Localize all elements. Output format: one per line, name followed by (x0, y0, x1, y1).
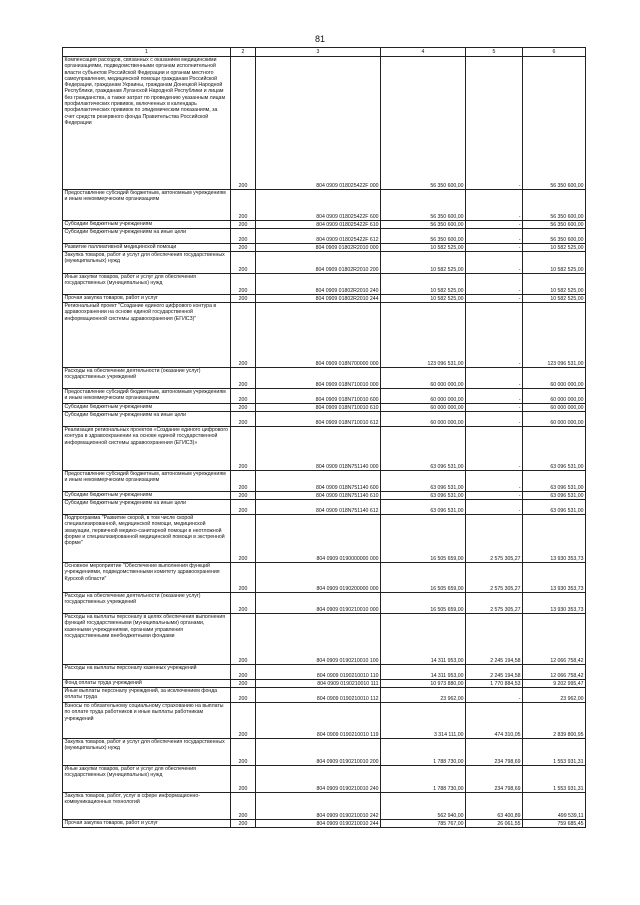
cell-total-amount: 12 066 758,42 (523, 665, 586, 680)
cell-total-amount: 56 350 600,00 (523, 229, 586, 244)
cell-type-code: 200 (231, 563, 256, 593)
cell-total-amount: 60 000 000,00 (523, 404, 586, 412)
cell-approved-amount: 16 505 659,00 (381, 563, 466, 593)
table-row (63, 471, 586, 492)
cell-budget-code: 804 0909 0190000000 000 (256, 515, 381, 563)
cell-budget-code: 804 0909 01802R2010 000 (256, 244, 381, 252)
table-row (63, 368, 586, 389)
budget-table (62, 47, 586, 828)
cell-type-code: 200 (231, 688, 256, 703)
table-row (63, 703, 586, 739)
cell-change-amount: 26 061,55 (466, 820, 523, 828)
cell-expense-name: Расходы на выплаты персоналу в целях обеспечения выполнения функций государственными (муниципальными) органами, казенными учреждениями, органами управления государственными внебюджетными фондами (63, 614, 231, 665)
cell-type-code: 200 (231, 427, 256, 471)
cell-total-amount: 63 096 531,00 (523, 492, 586, 500)
cell-budget-code: 804 0909 018N751140 600 (256, 471, 381, 492)
cell-type-code: 200 (231, 244, 256, 252)
cell-total-amount: 56 350 600,00 (523, 57, 586, 190)
cell-change-amount: - (466, 368, 523, 389)
table-row (63, 593, 586, 614)
table-row (63, 295, 586, 303)
cell-approved-amount: 1 788 730,00 (381, 766, 466, 793)
cell-change-amount: - (466, 389, 523, 404)
cell-expense-name: Закупка товаров, работ, услуг в сфере информационно-коммуникационных технологий (63, 793, 231, 820)
table-row (63, 500, 586, 515)
cell-budget-code: 804 0909 0190210010 110 (256, 665, 381, 680)
cell-expense-name: Субсидии бюджетным учреждениям на иные цели (63, 500, 231, 515)
cell-type-code: 200 (231, 614, 256, 665)
cell-expense-name: Региональный проект "Создание единого цифрового контура в здравоохранении на основе единой государственной информационной системы здравоохранения (ЕГИСЗ)" (63, 303, 231, 368)
cell-budget-code: 804 0909 01802R2010 200 (256, 252, 381, 274)
cell-expense-name: Закупка товаров, работ и услуг для обеспечения государственных (муниципальных) нужд (63, 739, 231, 766)
cell-type-code: 200 (231, 404, 256, 412)
cell-budget-code: 804 0909 01802R2010 240 (256, 274, 381, 295)
cell-total-amount: 759 685,45 (523, 820, 586, 828)
table-row (63, 492, 586, 500)
cell-change-amount: - (466, 190, 523, 221)
cell-total-amount: 10 582 525,00 (523, 244, 586, 252)
cell-expense-name: Предоставление субсидий бюджетным, автономным учреждениям и иным некоммерческим организациям (63, 471, 231, 492)
cell-budget-code: 804 0909 0190210010 111 (256, 680, 381, 688)
table-row (63, 404, 586, 412)
cell-type-code: 200 (231, 820, 256, 828)
table-row (63, 427, 586, 471)
table-row (63, 303, 586, 368)
cell-budget-code: 804 0909 0190210010 000 (256, 593, 381, 614)
table-row (63, 412, 586, 427)
cell-change-amount: 2 575 305,27 (466, 563, 523, 593)
cell-total-amount: 23 962,00 (523, 688, 586, 703)
cell-change-amount: 2 245 194,58 (466, 614, 523, 665)
cell-total-amount: 1 553 931,31 (523, 739, 586, 766)
cell-total-amount: 60 000 000,00 (523, 412, 586, 427)
cell-type-code: 200 (231, 793, 256, 820)
cell-approved-amount: 1 788 730,00 (381, 739, 466, 766)
table-row (63, 688, 586, 703)
cell-budget-code: 804 0909 0190210010 244 (256, 820, 381, 828)
cell-change-amount: 234 798,69 (466, 739, 523, 766)
cell-approved-amount: 63 096 531,00 (381, 492, 466, 500)
cell-budget-code: 804 0909 0190200000 000 (256, 563, 381, 593)
cell-budget-code: 804 0909 0190210010 240 (256, 766, 381, 793)
cell-total-amount: 10 582 525,00 (523, 295, 586, 303)
cell-change-amount: 234 798,69 (466, 766, 523, 793)
column-header: 4 (381, 48, 466, 57)
cell-total-amount: 10 582 525,00 (523, 252, 586, 274)
cell-expense-name: Основное мероприятие "Обеспечение выполнения функций учреждениями, подведомственными комитету здравоохранения Курской области" (63, 563, 231, 593)
cell-type-code: 200 (231, 766, 256, 793)
table-body (63, 57, 586, 828)
cell-budget-code: 804 0909 01802R2010 244 (256, 295, 381, 303)
table-row (63, 665, 586, 680)
cell-expense-name: Предоставление субсидий бюджетным, автономным учреждениям и иным некоммерческим организациям (63, 389, 231, 404)
cell-type-code: 200 (231, 515, 256, 563)
cell-change-amount: - (466, 244, 523, 252)
cell-type-code: 200 (231, 368, 256, 389)
cell-change-amount: - (466, 229, 523, 244)
cell-total-amount: 13 930 353,73 (523, 563, 586, 593)
cell-approved-amount: 10 582 525,00 (381, 274, 466, 295)
cell-approved-amount: 16 505 659,00 (381, 515, 466, 563)
cell-expense-name: Развитие паллиативной медицинской помощи (63, 244, 231, 252)
cell-expense-name: Подпрограмма "Развитие скорой, в том числе скорой специализированной, медицинской помощи, медицинской эвакуации, первичной медико-санитарной помощи в неотложной форме и специализированной медицинской помощи в экстренной форме" (63, 515, 231, 563)
cell-type-code: 200 (231, 229, 256, 244)
cell-budget-code: 804 0909 018025422F 610 (256, 221, 381, 229)
cell-type-code: 200 (231, 57, 256, 190)
cell-change-amount: - (466, 274, 523, 295)
cell-total-amount: 63 096 531,00 (523, 427, 586, 471)
cell-change-amount: 63 400,89 (466, 793, 523, 820)
cell-approved-amount: 14 311 953,00 (381, 614, 466, 665)
cell-total-amount: 63 096 531,00 (523, 500, 586, 515)
cell-total-amount: 12 066 758,42 (523, 614, 586, 665)
cell-type-code: 200 (231, 389, 256, 404)
cell-approved-amount: 3 314 111,00 (381, 703, 466, 739)
cell-type-code: 200 (231, 295, 256, 303)
column-header: 1 (63, 48, 231, 57)
cell-change-amount: - (466, 412, 523, 427)
cell-total-amount: 499 539,11 (523, 793, 586, 820)
cell-change-amount: - (466, 404, 523, 412)
cell-type-code: 200 (231, 471, 256, 492)
cell-type-code: 200 (231, 739, 256, 766)
cell-budget-code: 804 0909 018025422F 600 (256, 190, 381, 221)
cell-approved-amount: 63 096 531,00 (381, 471, 466, 492)
cell-budget-code: 804 0909 018N751140 610 (256, 492, 381, 500)
cell-type-code: 200 (231, 303, 256, 368)
cell-approved-amount: 10 582 525,00 (381, 252, 466, 274)
cell-expense-name: Прочая закупка товаров, работ и услуг (63, 295, 231, 303)
table-row (63, 614, 586, 665)
cell-approved-amount: 10 582 525,00 (381, 295, 466, 303)
cell-budget-code: 804 0909 0190210010 200 (256, 739, 381, 766)
cell-change-amount: - (466, 500, 523, 515)
cell-type-code: 200 (231, 593, 256, 614)
cell-budget-code: 804 0909 018N710010 610 (256, 404, 381, 412)
cell-expense-name: Субсидии бюджетным учреждениям на иные цели (63, 412, 231, 427)
cell-approved-amount: 23 962,00 (381, 688, 466, 703)
cell-budget-code: 804 0909 0190210010 100 (256, 614, 381, 665)
table-header-row (63, 48, 586, 57)
table-row (63, 229, 586, 244)
cell-change-amount: 2 575 305,27 (466, 515, 523, 563)
cell-expense-name: Субсидии бюджетным учреждениям на иные цели (63, 229, 231, 244)
cell-total-amount: 60 000 000,00 (523, 389, 586, 404)
cell-change-amount: - (466, 57, 523, 190)
cell-approved-amount: 60 000 000,00 (381, 368, 466, 389)
table-row (63, 680, 586, 688)
cell-type-code: 200 (231, 274, 256, 295)
cell-total-amount: 63 096 531,00 (523, 471, 586, 492)
cell-total-amount: 60 000 000,00 (523, 368, 586, 389)
cell-expense-name: Субсидии бюджетным учреждениям (63, 492, 231, 500)
cell-type-code: 200 (231, 680, 256, 688)
cell-budget-code: 804 0909 018025422F 612 (256, 229, 381, 244)
cell-expense-name: Иные выплаты персоналу учреждений, за исключением фонда оплаты труда (63, 688, 231, 703)
cell-budget-code: 804 0909 0190210010 112 (256, 688, 381, 703)
cell-expense-name: Фонд оплаты труда учреждений (63, 680, 231, 688)
cell-type-code: 200 (231, 190, 256, 221)
cell-type-code: 200 (231, 221, 256, 229)
cell-expense-name: Реализация региональных проектов «Создание единого цифрового контура в здравоохранении на основе единой государственной информационной системы здравоохранения (ЕГИСЗ)» (63, 427, 231, 471)
cell-change-amount: - (466, 295, 523, 303)
cell-type-code: 200 (231, 252, 256, 274)
cell-approved-amount: 63 096 531,00 (381, 427, 466, 471)
cell-approved-amount: 123 096 531,00 (381, 303, 466, 368)
cell-total-amount: 1 553 931,31 (523, 766, 586, 793)
table-row (63, 793, 586, 820)
table-row (63, 274, 586, 295)
table-row (63, 389, 586, 404)
cell-change-amount: 474 310,05 (466, 703, 523, 739)
cell-budget-code: 804 0909 0190210010 242 (256, 793, 381, 820)
cell-total-amount: 2 839 800,95 (523, 703, 586, 739)
cell-approved-amount: 56 350 600,00 (381, 221, 466, 229)
cell-budget-code: 804 0909 018N751140 000 (256, 427, 381, 471)
table-row (63, 766, 586, 793)
cell-expense-name: Предоставление субсидий бюджетным, автономным учреждениям и иным некоммерческим организациям (63, 190, 231, 221)
cell-approved-amount: 10 973 880,00 (381, 680, 466, 688)
cell-expense-name: Субсидии бюджетным учреждениям (63, 404, 231, 412)
cell-change-amount: - (466, 492, 523, 500)
cell-approved-amount: 60 000 000,00 (381, 389, 466, 404)
table-row (63, 515, 586, 563)
cell-total-amount: 9 202 995,47 (523, 680, 586, 688)
column-header: 5 (466, 48, 523, 57)
cell-expense-name: Иные закупки товаров, работ и услуг для обеспечения государственных (муниципальных) нужд (63, 766, 231, 793)
cell-type-code: 200 (231, 412, 256, 427)
cell-expense-name: Прочая закупка товаров, работ и услуг (63, 820, 231, 828)
cell-type-code: 200 (231, 703, 256, 739)
cell-total-amount: 10 582 525,00 (523, 274, 586, 295)
cell-approved-amount: 56 350 600,00 (381, 190, 466, 221)
cell-total-amount: 123 096 531,00 (523, 303, 586, 368)
cell-budget-code: 804 0909 018N700000 000 (256, 303, 381, 368)
table-row (63, 190, 586, 221)
cell-approved-amount: 60 000 000,00 (381, 404, 466, 412)
cell-change-amount: - (466, 471, 523, 492)
cell-approved-amount: 785 767,00 (381, 820, 466, 828)
table-row (63, 244, 586, 252)
table-row (63, 252, 586, 274)
cell-expense-name: Расходы на обеспечение деятельности (оказание услуг) государственных учреждений (63, 368, 231, 389)
cell-approved-amount: 10 582 525,00 (381, 244, 466, 252)
cell-expense-name: Компенсация расходов, связанных с оказанием медицинскими организациями, подведомственными органам исполнительной власти субъектов Российской Федерации и органам местного самоуправления, медицинской помощи гражданам Российской Федерации, гражданам Украины, гражданам Донецкой Народной Республики, гражданам Луганской Народной Республики и лицам без гражданства, а также затрат по проведению указанным лицам профилактических прививок, включенных в календарь профилактических прививок по эпидемическим показаниям, за счет средств резервного фонда Правительства Российской Федерации (63, 57, 231, 190)
cell-change-amount: 2 245 194,58 (466, 665, 523, 680)
table-row (63, 739, 586, 766)
cell-approved-amount: 562 940,00 (381, 793, 466, 820)
cell-budget-code: 804 0909 0190210010 119 (256, 703, 381, 739)
cell-change-amount: 1 770 884,53 (466, 680, 523, 688)
cell-expense-name: Субсидии бюджетным учреждениям (63, 221, 231, 229)
table-row (63, 221, 586, 229)
cell-change-amount: - (466, 303, 523, 368)
cell-budget-code: 804 0909 018N710010 000 (256, 368, 381, 389)
table-row (63, 820, 586, 828)
cell-expense-name: Расходы на обеспечение деятельности (оказание услуг) государственных учреждений (63, 593, 231, 614)
cell-expense-name: Закупка товаров, работ и услуг для обеспечения государственных (муниципальных) нужд (63, 252, 231, 274)
table-row (63, 57, 586, 190)
cell-expense-name: Расходы на выплаты персоналу казенных учреждений (63, 665, 231, 680)
cell-approved-amount: 56 350 600,00 (381, 57, 466, 190)
cell-type-code: 200 (231, 665, 256, 680)
cell-change-amount: - (466, 427, 523, 471)
column-header: 3 (256, 48, 381, 57)
cell-approved-amount: 60 000 000,00 (381, 412, 466, 427)
cell-budget-code: 804 0909 018N751140 612 (256, 500, 381, 515)
cell-approved-amount: 63 096 531,00 (381, 500, 466, 515)
cell-expense-name: Иные закупки товаров, работ и услуг для обеспечения государственных (муниципальных) нужд (63, 274, 231, 295)
column-header: 6 (523, 48, 586, 57)
column-header: 2 (231, 48, 256, 57)
cell-approved-amount: 16 505 659,00 (381, 593, 466, 614)
cell-total-amount: 13 930 353,73 (523, 593, 586, 614)
cell-approved-amount: 56 350 600,00 (381, 229, 466, 244)
page-number: 81 (314, 34, 325, 44)
cell-approved-amount: 14 311 953,00 (381, 665, 466, 680)
cell-type-code: 200 (231, 500, 256, 515)
cell-change-amount: - (466, 688, 523, 703)
cell-total-amount: 56 350 600,00 (523, 221, 586, 229)
cell-total-amount: 13 930 353,73 (523, 515, 586, 563)
cell-total-amount: 56 350 600,00 (523, 190, 586, 221)
cell-expense-name: Взносы по обязательному социальному страхованию на выплаты по оплате труда работников и иные выплаты работникам учреждений (63, 703, 231, 739)
cell-change-amount: - (466, 221, 523, 229)
cell-change-amount: - (466, 252, 523, 274)
cell-type-code: 200 (231, 492, 256, 500)
cell-budget-code: 804 0909 018025422F 000 (256, 57, 381, 190)
table-row (63, 563, 586, 593)
cell-budget-code: 804 0909 018N710010 600 (256, 389, 381, 404)
cell-change-amount: 2 575 305,27 (466, 593, 523, 614)
cell-budget-code: 804 0909 018N710010 612 (256, 412, 381, 427)
